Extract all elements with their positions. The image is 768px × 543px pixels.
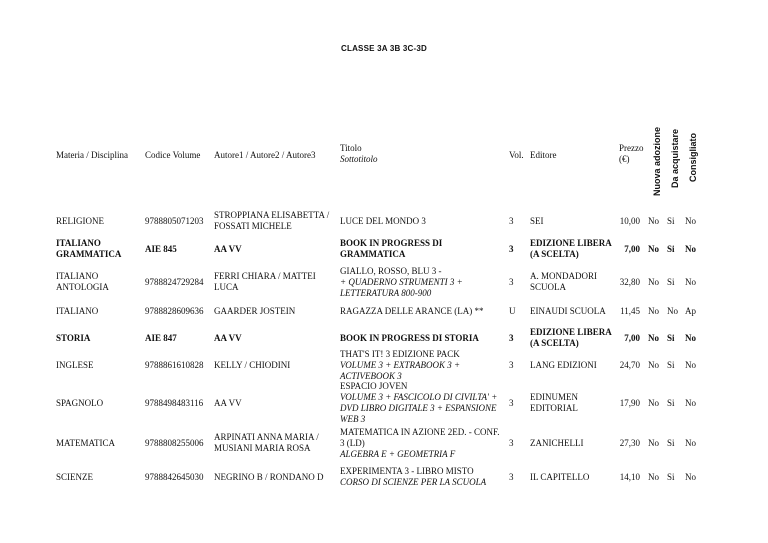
- table-row: [0, 212, 768, 230]
- cell-editore: [530, 327, 615, 349]
- editore-line: EDIZIONE LIBERA: [530, 238, 612, 248]
- cell-editore: [530, 216, 615, 227]
- cell-titolo: [340, 238, 505, 260]
- cell-autori: [214, 271, 338, 293]
- cell-nuova: No: [648, 244, 659, 254]
- cell-nuova: No: [648, 277, 659, 287]
- table-row: [0, 381, 768, 424]
- cell-nuova: No: [648, 472, 659, 482]
- editore-line: SEI: [530, 216, 544, 226]
- table-row: [0, 329, 768, 347]
- titolo-line: MATEMATICA IN AZIONE 2ED. - CONF.: [340, 427, 500, 437]
- materia-line: ITALIANO: [56, 238, 101, 248]
- titolo-line: GIALLO, ROSSO, BLU 3 -: [340, 266, 442, 276]
- titolo-line: EXPERIMENTA 3 - LIBRO MISTO: [340, 466, 474, 476]
- cell-prezzo: 11,45: [620, 306, 640, 316]
- header-consigliato: Consigliato: [688, 133, 698, 182]
- autori-line: GAARDER JOSTEIN: [214, 306, 296, 316]
- cell-prezzo: 7,00: [624, 333, 640, 343]
- cell-codice: 9788805071203: [145, 216, 204, 226]
- cell-acquistare: Si: [667, 244, 675, 254]
- cell-consigliato: No: [685, 333, 696, 343]
- cell-vol: 3: [509, 472, 514, 482]
- cell-prezzo: 17,90: [619, 398, 640, 408]
- autori-line: FOSSATI MICHELE: [214, 221, 292, 231]
- cell-titolo: [340, 216, 505, 227]
- cell-consigliato: No: [685, 277, 696, 287]
- cell-materia: [56, 238, 144, 260]
- cell-prezzo: 24,70: [619, 360, 640, 370]
- titolo-line: RAGAZZA DELLE ARANCE (LA) **: [340, 306, 484, 316]
- cell-acquistare: Si: [667, 277, 675, 287]
- materia-line: SPAGNOLO: [56, 398, 104, 408]
- editore-line: A. MONDADORI: [530, 271, 597, 281]
- cell-vol: 3: [509, 216, 514, 226]
- cell-autori: [214, 333, 338, 344]
- cell-autori: [214, 398, 338, 409]
- titolo-line: BOOK IN PROGRESS DI STORIA: [340, 333, 479, 343]
- cell-titolo: [340, 349, 505, 382]
- autori-line: MUSIANI MARIA ROSA: [214, 443, 311, 453]
- materia-line: MATEMATICA: [56, 438, 116, 448]
- cell-codice: 9788808255006: [145, 438, 204, 448]
- cell-materia: [56, 398, 144, 409]
- table-row: [0, 267, 768, 297]
- header-nuova-adozione: Nuova adozione: [652, 126, 662, 196]
- header-materia: Materia / Disciplina: [56, 150, 128, 160]
- cell-consigliato: No: [685, 244, 696, 254]
- cell-vol: 3: [509, 333, 514, 343]
- cell-consigliato: No: [685, 438, 696, 448]
- titolo-line: LUCE DEL MONDO 3: [340, 216, 426, 226]
- cell-titolo: [340, 381, 505, 425]
- materia-line: STORIA: [56, 333, 91, 343]
- cell-acquistare: Si: [667, 216, 675, 226]
- titolo-line: DVD LIBRO DIGITALE 3 + ESPANSIONE: [340, 403, 497, 413]
- cell-acquistare: Si: [667, 438, 675, 448]
- materia-line: RELIGIONE: [56, 216, 104, 226]
- cell-acquistare: No: [667, 306, 678, 316]
- table-row: [0, 426, 768, 460]
- editore-line: EDINUMEN: [530, 392, 578, 402]
- header-autori: Autore1 / Autore2 / Autore3: [214, 150, 316, 160]
- table-row: [0, 350, 768, 380]
- page-title: CLASSE 3A 3B 3C-3D: [341, 44, 427, 53]
- cell-titolo: [340, 266, 505, 299]
- cell-editore: [530, 472, 615, 483]
- cell-consigliato: Ap: [685, 306, 696, 316]
- header-vol: Vol.: [509, 150, 524, 160]
- cell-vol: 3: [509, 244, 514, 254]
- cell-prezzo: 27,30: [619, 438, 640, 448]
- editore-line: SCUOLA: [530, 282, 567, 292]
- cell-vol: 3: [509, 277, 514, 287]
- autori-line: AA VV: [214, 244, 242, 254]
- cell-editore: [530, 238, 615, 260]
- cell-materia: [56, 438, 144, 449]
- cell-acquistare: Si: [667, 472, 675, 482]
- header-da-acquistare: Da acquistare: [670, 128, 680, 188]
- table-row: [0, 236, 768, 262]
- cell-vol: 3: [509, 438, 514, 448]
- titolo-line: BOOK IN PROGRESS DI: [340, 238, 443, 248]
- cell-consigliato: No: [685, 216, 696, 226]
- cell-codice: 9788824729284: [145, 277, 204, 287]
- materia-line: ITALIANO: [56, 271, 99, 281]
- cell-editore: [530, 360, 615, 371]
- cell-consigliato: No: [685, 398, 696, 408]
- autori-line: LUCA: [214, 282, 239, 292]
- cell-editore: [530, 392, 615, 414]
- cell-nuova: No: [648, 333, 659, 343]
- cell-editore: [530, 306, 615, 317]
- cell-acquistare: Si: [667, 360, 675, 370]
- editore-line: IL CAPITELLO: [530, 472, 590, 482]
- table-row: [0, 466, 768, 488]
- cell-nuova: No: [648, 306, 659, 316]
- header-prezzo-unit: (€): [619, 154, 630, 164]
- cell-autori: [214, 432, 338, 454]
- materia-line: SCIENZE: [56, 472, 93, 482]
- titolo-line: ESPACIO JOVEN: [340, 381, 408, 391]
- cell-codice: 9788498483116: [145, 398, 204, 408]
- titolo-line: VOLUME 3 + FASCICOLO DI CIVILTA' +: [340, 392, 498, 402]
- cell-codice: 9788828609636: [145, 306, 204, 316]
- titolo-line: 3 (LD): [340, 438, 365, 448]
- titolo-line: THAT'S IT! 3 EDIZIONE PACK: [340, 349, 460, 359]
- cell-prezzo: 10,00: [619, 216, 640, 226]
- titolo-line: LETTERATURA 800-900: [340, 288, 432, 298]
- materia-line: ITALIANO: [56, 306, 99, 316]
- cell-codice: AIE 845: [145, 244, 177, 254]
- cell-materia: [56, 360, 144, 371]
- cell-materia: [56, 271, 144, 293]
- cell-vol: 3: [509, 360, 514, 370]
- header-titolo-label: Titolo: [340, 143, 362, 153]
- materia-line: GRAMMATICA: [56, 249, 122, 259]
- cell-consigliato: No: [685, 472, 696, 482]
- cell-titolo: [340, 306, 505, 317]
- cell-titolo: [340, 333, 505, 344]
- autori-line: STROPPIANA ELISABETTA /: [214, 210, 330, 220]
- cell-editore: [530, 438, 615, 449]
- autori-line: NEGRINO B / RONDANO D: [214, 472, 324, 482]
- cell-editore: [530, 271, 615, 293]
- cell-acquistare: Si: [667, 333, 675, 343]
- table-row: [0, 301, 768, 321]
- cell-nuova: No: [648, 360, 659, 370]
- autori-line: KELLY / CHIODINI: [214, 360, 291, 370]
- materia-line: INGLESE: [56, 360, 94, 370]
- cell-autori: [214, 244, 338, 255]
- cell-materia: [56, 333, 144, 344]
- cell-codice: 9788842645030: [145, 472, 204, 482]
- autori-line: AA VV: [214, 398, 242, 408]
- header-titolo: [340, 143, 378, 165]
- cell-vol: U: [509, 306, 516, 316]
- editore-line: EINAUDI SCUOLA: [530, 306, 606, 316]
- titolo-line: ACTIVEBOOK 3: [340, 371, 402, 381]
- titolo-line: GRAMMATICA: [340, 249, 406, 259]
- editore-line: (A SCELTA): [530, 338, 579, 348]
- titolo-line: CORSO DI SCIENZE PER LA SCUOLA: [340, 477, 487, 487]
- autori-line: ARPINATI ANNA MARIA /: [214, 432, 319, 442]
- cell-prezzo: 14,10: [619, 472, 640, 482]
- editore-line: (A SCELTA): [530, 249, 579, 259]
- header-editore: Editore: [530, 150, 557, 160]
- materia-line: ANTOLOGIA: [56, 282, 109, 292]
- autori-line: FERRI CHIARA / MATTEI: [214, 271, 316, 281]
- cell-codice: AIE 847: [145, 333, 177, 343]
- cell-materia: [56, 216, 144, 227]
- editore-line: EDITORIAL: [530, 403, 578, 413]
- cell-autori: [214, 210, 338, 232]
- cell-titolo: [340, 466, 505, 488]
- cell-titolo: [340, 427, 505, 460]
- cell-materia: [56, 472, 144, 483]
- cell-prezzo: 7,00: [624, 244, 640, 254]
- titolo-line: WEB 3: [340, 414, 366, 424]
- cell-codice: 9788861610828: [145, 360, 204, 370]
- cell-autori: [214, 306, 338, 317]
- cell-consigliato: No: [685, 360, 696, 370]
- editore-line: EDIZIONE LIBERA: [530, 327, 612, 337]
- header-codice: Codice Volume: [145, 150, 201, 160]
- cell-autori: [214, 360, 338, 371]
- header-prezzo-label: Prezzo: [619, 143, 644, 153]
- editore-line: ZANICHELLI: [530, 438, 584, 448]
- cell-acquistare: Si: [667, 398, 675, 408]
- cell-vol: 3: [509, 398, 514, 408]
- titolo-line: VOLUME 3 + EXTRABOOK 3 +: [340, 360, 461, 370]
- cell-nuova: No: [648, 438, 659, 448]
- cell-materia: [56, 306, 144, 317]
- autori-line: AA VV: [214, 333, 242, 343]
- header-prezzo: [619, 143, 644, 165]
- cell-nuova: No: [648, 216, 659, 226]
- editore-line: LANG EDIZIONI: [530, 360, 597, 370]
- cell-nuova: No: [648, 398, 659, 408]
- header-sottotitolo-label: Sottotitolo: [340, 154, 378, 164]
- cell-autori: [214, 472, 338, 483]
- cell-prezzo: 32,80: [619, 277, 640, 287]
- titolo-line: + QUADERNO STRUMENTI 3 +: [340, 277, 463, 287]
- titolo-line: ALGEBRA E + GEOMETRIA F: [340, 449, 456, 459]
